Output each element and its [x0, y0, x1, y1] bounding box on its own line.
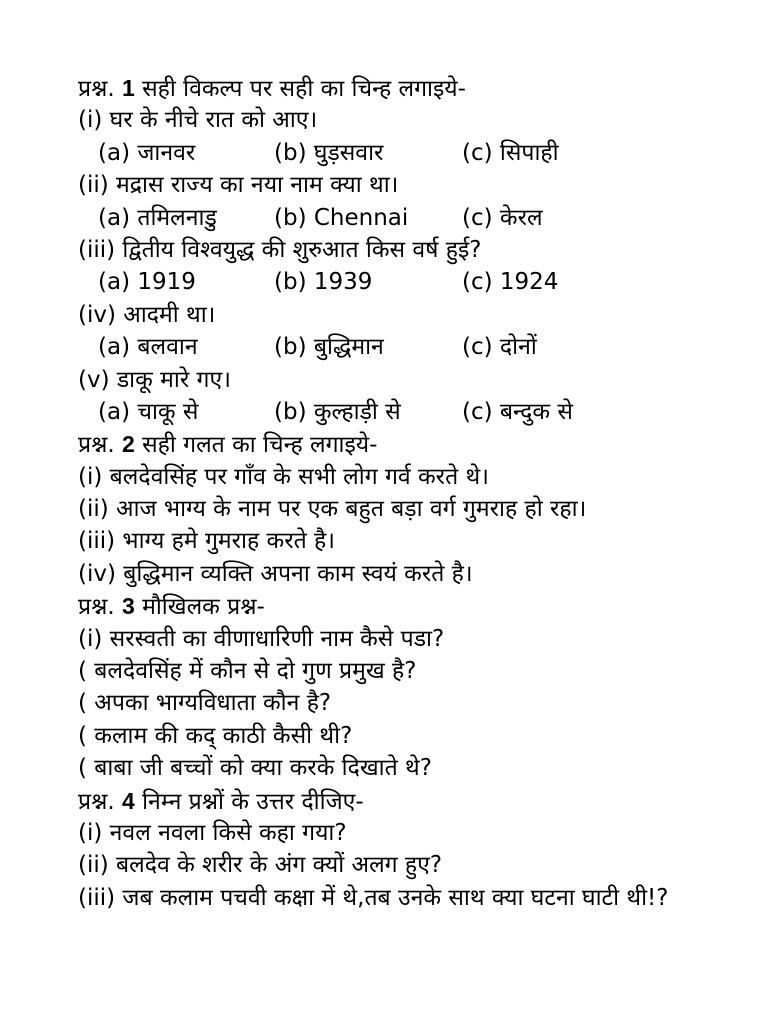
option-b: (b) घुड़सवार: [274, 139, 384, 166]
option-a: (a) तमिलनाडु: [98, 204, 217, 231]
option-b: (b) 1939: [274, 269, 373, 296]
option-b: (b) Chennai: [274, 204, 409, 231]
q2-item-1: (i) बलदेवसिंह पर गाँव के सभी लोग गर्व करते थे।: [78, 463, 489, 490]
option-a: (a) जानवर: [98, 139, 196, 166]
q3-item-3: ( अपका भाग्यविधाता कौन है?: [78, 690, 332, 717]
q3-item-5: ( बाबा जी बच्चों को क्या करके दिखाते थे?: [78, 755, 432, 782]
q1-item-1-options: [78, 137, 758, 169]
q4-item-1: (i) नवल नवला किसे कहा गया?: [78, 819, 347, 846]
q4-heading-prefix: प्रश्न.: [78, 788, 115, 815]
q4-item-2: (ii) बलदेव के शरीर के अंग क्यों अलग हुए?: [78, 852, 443, 879]
q4-heading-text: निम्न प्रश्नों के उत्तर दीजिए-: [142, 788, 364, 815]
q1-item-4-question: (iv) आदमी था।: [78, 301, 216, 328]
option-b: (b) बुद्धिमान: [274, 334, 384, 361]
option-a: (a) बलवान: [98, 334, 198, 361]
option-c: (c) दोनों: [462, 334, 537, 361]
option-a: (a) 1919: [98, 269, 196, 296]
q2-item-3: (iii) भाग्य हमे गुमराह करते है।: [78, 528, 335, 555]
q1-item-1-question: (i) घर के नीचे रात को आए।: [78, 107, 318, 134]
q2-heading: [78, 428, 758, 460]
q3-heading-prefix: प्रश्न.: [78, 594, 115, 621]
q1-item-5-options: [78, 396, 758, 428]
q2-item-4: (iv) बुद्धिमान व्यक्ति अपना काम स्वयं करते है।: [78, 560, 473, 587]
q4-heading: [78, 785, 758, 817]
q1-item-3-question: (iii) द्वितीय विश्वयुद्ध की शुरुआत किस वर्ष हुई?: [78, 236, 482, 263]
q1-item-2-options: [78, 202, 758, 234]
q2-heading-prefix: प्रश्न.: [78, 432, 115, 459]
option-c: (c) बन्दुक से: [462, 398, 573, 425]
q3-item-2: ( बलदेवसिंह में कौन से दो गुण प्रमुख है?: [78, 658, 417, 685]
q3-number: 3: [121, 593, 135, 620]
worksheet: [78, 72, 758, 914]
q2-item-2: (ii) आज भाग्य के नाम पर एक बहुत बड़ा वर्ग गुमराह हो रहा।: [78, 496, 587, 523]
option-c: (c) सिपाही: [462, 139, 559, 166]
q4-number: 4: [121, 787, 135, 814]
q1-heading: [78, 72, 758, 104]
q1-item-3-options: [78, 266, 758, 298]
q3-item-4: ( कलाम की कद् काठी कैसी थी?: [78, 722, 353, 749]
q1-item-4-options: [78, 331, 758, 363]
q3-heading-text: मौखिलक प्रश्न-: [142, 594, 265, 621]
option-a: (a) चाकू से: [98, 398, 199, 425]
option-b: (b) कुल्हाड़ी से: [274, 398, 401, 425]
q1-heading-text: सही विकल्प पर सही का चिन्ह लगाइये-: [142, 76, 466, 102]
option-c: (c) केरल: [462, 204, 543, 231]
q1-item-2-question: (ii) मद्रास राज्य का नया नाम क्या था।: [78, 172, 399, 199]
q1-item-5-question: (v) डाकू मारे गए।: [78, 366, 231, 393]
q1-heading-prefix: प्रश्न.: [78, 76, 115, 102]
q3-item-1: (i) सरस्वती का वीणाधारिणी नाम कैसे पडा?: [78, 625, 445, 652]
q3-heading: [78, 590, 758, 622]
q4-item-3: (iii) जब कलाम पचवी कक्षा में थे,तब उनके साथ क्या घटना घाटी थी!?: [78, 884, 669, 911]
q2-heading-text: सही गलत का चिन्ह लगाइये-: [142, 432, 378, 459]
q1-number: 1: [121, 75, 135, 101]
q2-number: 2: [121, 431, 135, 458]
option-c: (c) 1924: [462, 269, 559, 296]
